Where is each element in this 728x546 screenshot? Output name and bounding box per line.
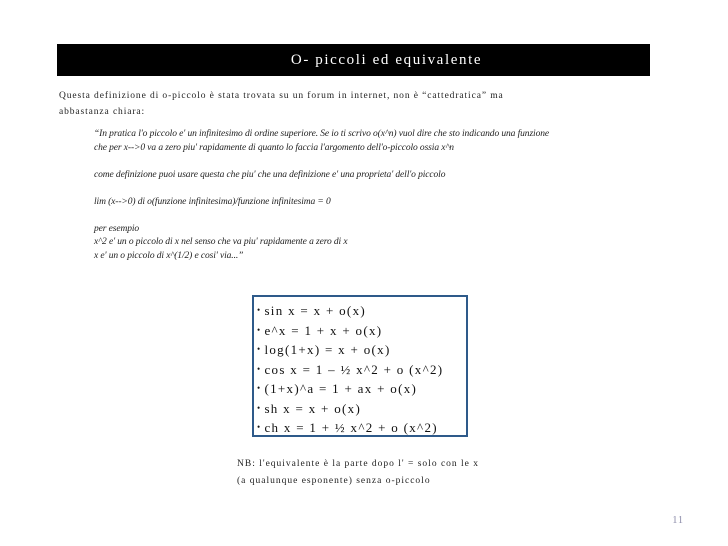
- bullet-icon: •: [257, 383, 262, 393]
- formula-text: log(1+x) = x + o(x): [264, 342, 391, 357]
- formula-item: [257, 399, 466, 419]
- bullet-icon: •: [257, 363, 262, 374]
- bullet-icon: •: [257, 402, 262, 413]
- formula-text: e^x = 1 + x + o(x): [264, 322, 383, 338]
- bullet-icon: •: [257, 344, 262, 354]
- formula-text: (1+x)^a = 1 + ax + o(x): [264, 381, 418, 396]
- formula-text: sin x = x + o(x): [264, 303, 366, 318]
- nb-line-2: (a qualunque esponente) senza o-piccolo: [237, 476, 431, 486]
- slide-title-bar: [57, 44, 650, 76]
- nb-note: [237, 456, 537, 490]
- formula-item: [257, 360, 466, 380]
- page-number: 11: [672, 515, 684, 526]
- bullet-icon: •: [257, 324, 262, 335]
- slide-title: O- piccoli ed equivalente: [290, 51, 483, 68]
- forum-quote: [94, 128, 554, 263]
- formula-item: [257, 321, 466, 341]
- quote-paragraph-2: come definizione puoi usare questa che piu' che una definizione e' una proprieta' dell'o piccolo: [94, 169, 446, 180]
- bullet-icon: •: [257, 422, 262, 432]
- quote-paragraph-1: “In pratica l'o piccolo e' un infinitesimo di ordine superiore. Se io ti scrivo o(x^n) vuol dire che sto indicando una funzione che per x-->0 va a zero piu' rapidamente di quanto lo faccia l'argomento dell'o-piccolo ossia x^n: [94, 129, 549, 153]
- formula-item: [257, 340, 466, 360]
- bullet-icon: •: [257, 305, 262, 315]
- formula-text: cos x = 1 – ½ x^2 + o (x^2): [264, 361, 444, 377]
- formula-list: [257, 301, 466, 438]
- quote-paragraph-3: lim (x-->0) di o(funzione infinitesima)/funzione infinitesima = 0: [94, 196, 331, 207]
- formula-text: ch x = 1 + ½ x^2 + o (x^2): [264, 420, 438, 435]
- nb-line-1: NB: l'equivalente è la parte dopo l' = solo con le x: [237, 459, 480, 469]
- formula-item: [257, 418, 466, 438]
- intro-text: Questa definizione di o-piccolo è stata trovata su un forum in internet, non è “cattedratica” ma abbastanza chiara:: [59, 91, 504, 117]
- quote-paragraph-4: per esempio x^2 e' un o piccolo di x nel senso che va piu' rapidamente a zero di x x e' un o piccolo di x^(1/2) e cosi' via...”: [94, 223, 348, 261]
- formula-box: [252, 295, 468, 437]
- formula-item: [257, 379, 466, 399]
- formula-text: sh x = x + o(x): [264, 400, 362, 416]
- formula-item: [257, 301, 466, 321]
